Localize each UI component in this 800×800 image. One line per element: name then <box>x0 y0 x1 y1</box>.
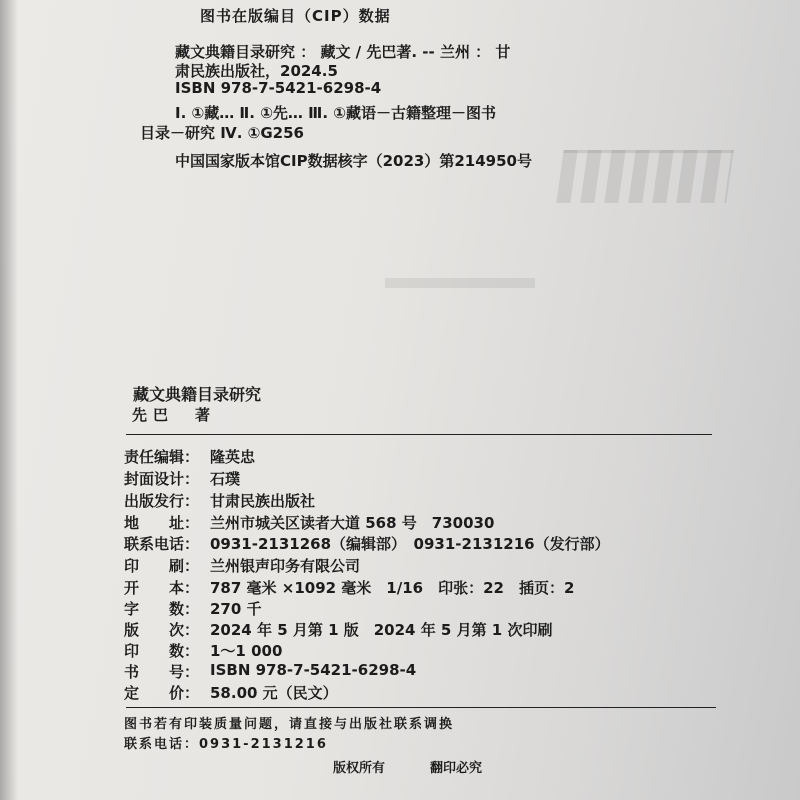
detail-value: 58.00 元（民文） <box>210 684 338 702</box>
detail-value: 甘肃民族出版社 <box>210 492 316 510</box>
quality-notice: 图书若有印装质量问题，请直接与出版社联系调换 <box>124 717 455 732</box>
detail-key: 开 本： <box>124 579 200 597</box>
detail-key: 定 价： <box>124 684 200 702</box>
detail-key: 联系电话： <box>124 535 200 553</box>
detail-value: 2024 年 5 月第 1 版 2024 年 5 月第 1 次印刷 <box>210 621 553 639</box>
detail-value: 1～1 000 <box>210 642 283 660</box>
cip-heading: 图书在版编目（CIP）数据 <box>200 7 391 25</box>
detail-row-address <box>124 512 494 533</box>
detail-value: 石璞 <box>210 470 241 488</box>
show-through-mark <box>385 278 535 288</box>
detail-value: 隆英忠 <box>210 448 256 466</box>
page-shadow <box>0 0 18 800</box>
show-through-tibetan-text <box>556 150 733 203</box>
detail-row-edition <box>124 619 552 640</box>
detail-value: 270 千 <box>210 600 262 618</box>
detail-row-isbn <box>124 661 416 682</box>
divider-top <box>126 434 712 435</box>
cip-line-3: ISBN 978-7-5421-6298-4 <box>175 79 382 97</box>
detail-row-format <box>124 577 574 598</box>
detail-value: 0931-2131268（编辑部） 0931-2131216（发行部） <box>210 535 610 553</box>
detail-key: 版 次： <box>124 621 200 639</box>
detail-key: 出版发行： <box>124 492 200 510</box>
contact-phone: 联系电话：0931-2131216 <box>124 737 328 752</box>
detail-row-price <box>124 682 338 703</box>
detail-row-print-run <box>124 640 282 661</box>
no-reprint: 翻印必究 <box>430 761 483 776</box>
detail-key: 印 刷： <box>124 557 200 575</box>
cip-line-1: 藏文典籍目录研究 ： 藏文 / 先巴著. -- 兰州 ： 甘 <box>175 43 511 61</box>
detail-row-printer <box>124 555 360 576</box>
detail-key: 封面设计： <box>124 470 200 488</box>
detail-row-word-count <box>124 598 262 619</box>
detail-key: 字 数： <box>124 600 200 618</box>
detail-key: 印 数： <box>124 642 200 660</box>
cip-line-2: 肃民族出版社，2024.5 <box>175 62 338 80</box>
divider-bottom <box>126 707 716 708</box>
detail-value: 787 毫米 ×1092 毫米 1/16 印张：22 插页：2 <box>210 579 575 597</box>
cip-line-6: 中国国家版本馆CIP数据核字（2023）第214950号 <box>175 152 532 170</box>
detail-row-publisher <box>124 490 315 511</box>
book-author: 先巴 著 <box>132 406 217 424</box>
detail-row-editor <box>124 446 255 467</box>
detail-key: 地 址： <box>124 514 200 532</box>
detail-key: 书 号： <box>124 663 200 681</box>
detail-value: ISBN 978-7-5421-6298-4 <box>210 661 417 679</box>
detail-row-phone <box>124 533 610 554</box>
detail-value: 兰州银声印务有限公司 <box>210 557 361 575</box>
detail-row-cover-design <box>124 468 240 489</box>
cip-line-4: Ⅰ. ①藏… Ⅱ. ①先… Ⅲ. ①藏语－古籍整理－图书 <box>175 104 496 122</box>
cip-line-5: 目录－研究 Ⅳ. ①G256 <box>140 124 304 142</box>
detail-value: 兰州市城关区读者大道 568 号 730030 <box>210 514 495 532</box>
detail-key: 责任编辑： <box>124 448 200 466</box>
rights-reserved: 版权所有 <box>333 761 386 776</box>
book-title: 藏文典籍目录研究 <box>133 385 262 404</box>
